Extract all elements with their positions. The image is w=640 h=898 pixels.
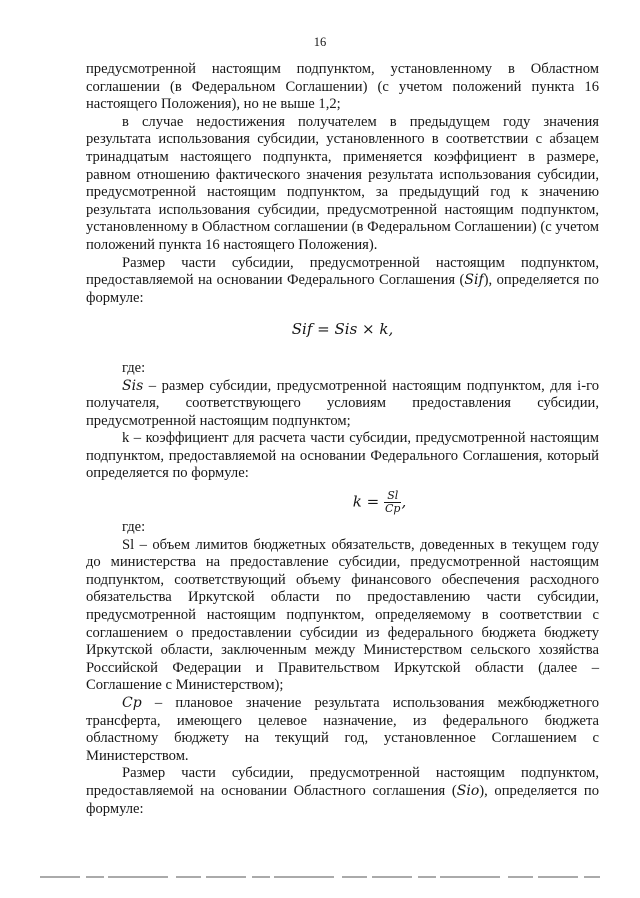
paragraph-8-text-end: ), определяется по формуле: bbox=[86, 782, 599, 817]
paragraph-3 bbox=[86, 255, 599, 308]
paragraph-8-text-start: Размер части субсидии, предусмотренной настоящим подпунктом, предоставляемой на основании Областного соглашения ( bbox=[86, 765, 599, 799]
formula-sif: Sif = Sis × k, bbox=[291, 320, 394, 339]
scan-edge-line bbox=[40, 876, 600, 878]
paragraph-3-text-end: ), определяется по формуле: bbox=[86, 272, 599, 306]
where-label-2: где: bbox=[122, 519, 146, 536]
paragraph-7 bbox=[86, 695, 599, 765]
symbol-sis: Sis bbox=[122, 377, 144, 394]
paragraph-2: в случае недостижения получателем в предыдущем году значения результата использования субсидии, установленного в соответствии с абзацем тринадцатым настоящего подпункта, применяется коэффициент в размере, равном отношению фактического значения результата использования субсидии, предусмотренной настоящим подпунктом, за предыдущий год к значению результата использования субсидии, предусмотренной настоящим подпунктом, установленному в Областном соглашении (в Федеральном Соглашении) (с учетом положений пункта 16 настоящего Положения). bbox=[86, 113, 599, 253]
paragraph-7-text: – плановое значение результата использования межбюджетного трансферта, имеющего целевое назначение, из федерального бюджета областному бюджету на текущий год, установленное Соглашением с Министерством. bbox=[86, 695, 599, 764]
paragraph-3-text-start: Размер части субсидии, предусмотренной настоящим подпунктом, предоставляемой на основании Федерального Соглашения ( bbox=[86, 254, 599, 289]
where-label-1: где: bbox=[122, 359, 146, 376]
page-number: 16 bbox=[313, 35, 327, 49]
formula-k-lhs: k = bbox=[352, 492, 380, 511]
paragraph-6: Sl – объем лимитов бюджетных обязательств, доведенных в текущем году до министерства на предоставление субсидии, предусмотренной настоящим подпунктом, соответствующий объему финансового обеспечения расходного обязательства Иркутской области по предоставлению части субсидии, предусмотренной настоящим подпунктом, определяемому в соответствии с соглашением о предоставлении субсидии из федерального бюджета бюджету Иркутской области, заключенным между Министерством сельского хозяйства Российской Федерации и Правительством Иркутской области (далее – Соглашение с Министерством); bbox=[86, 536, 599, 694]
paragraph-4 bbox=[86, 378, 599, 431]
paragraph-1: предусмотренной настоящим подпунктом, установленному в Областном соглашении (в Федеральном Соглашении) (с учетом положений пункта 16 настоящего Положения), но не выше 1,2; bbox=[86, 61, 599, 113]
document-body bbox=[86, 61, 599, 818]
formula-k-fraction bbox=[384, 490, 401, 515]
paragraph-8 bbox=[86, 765, 599, 818]
formula-k-numerator: Sl bbox=[384, 490, 401, 503]
symbol-sif: Sif bbox=[464, 272, 484, 289]
formula-k-denominator: Cp bbox=[384, 502, 401, 516]
symbol-sio: Sio bbox=[456, 782, 480, 799]
symbol-cp: Cp bbox=[122, 695, 142, 711]
formula-k bbox=[86, 490, 599, 515]
formula-k-tail: , bbox=[401, 492, 407, 511]
paragraph-5: k – коэффициент для расчета части субсидии, предусмотренной настоящим подпунктом, предоставляемой на основании Федерального Соглашения, который определяется по формуле: bbox=[86, 430, 599, 482]
paragraph-4-text: – размер субсидии, предусмотренной настоящим подпунктом, для i-го получателя, соответствующего условиям предоставления субсидии, предусмотренной настоящим подпунктом; bbox=[86, 377, 599, 429]
